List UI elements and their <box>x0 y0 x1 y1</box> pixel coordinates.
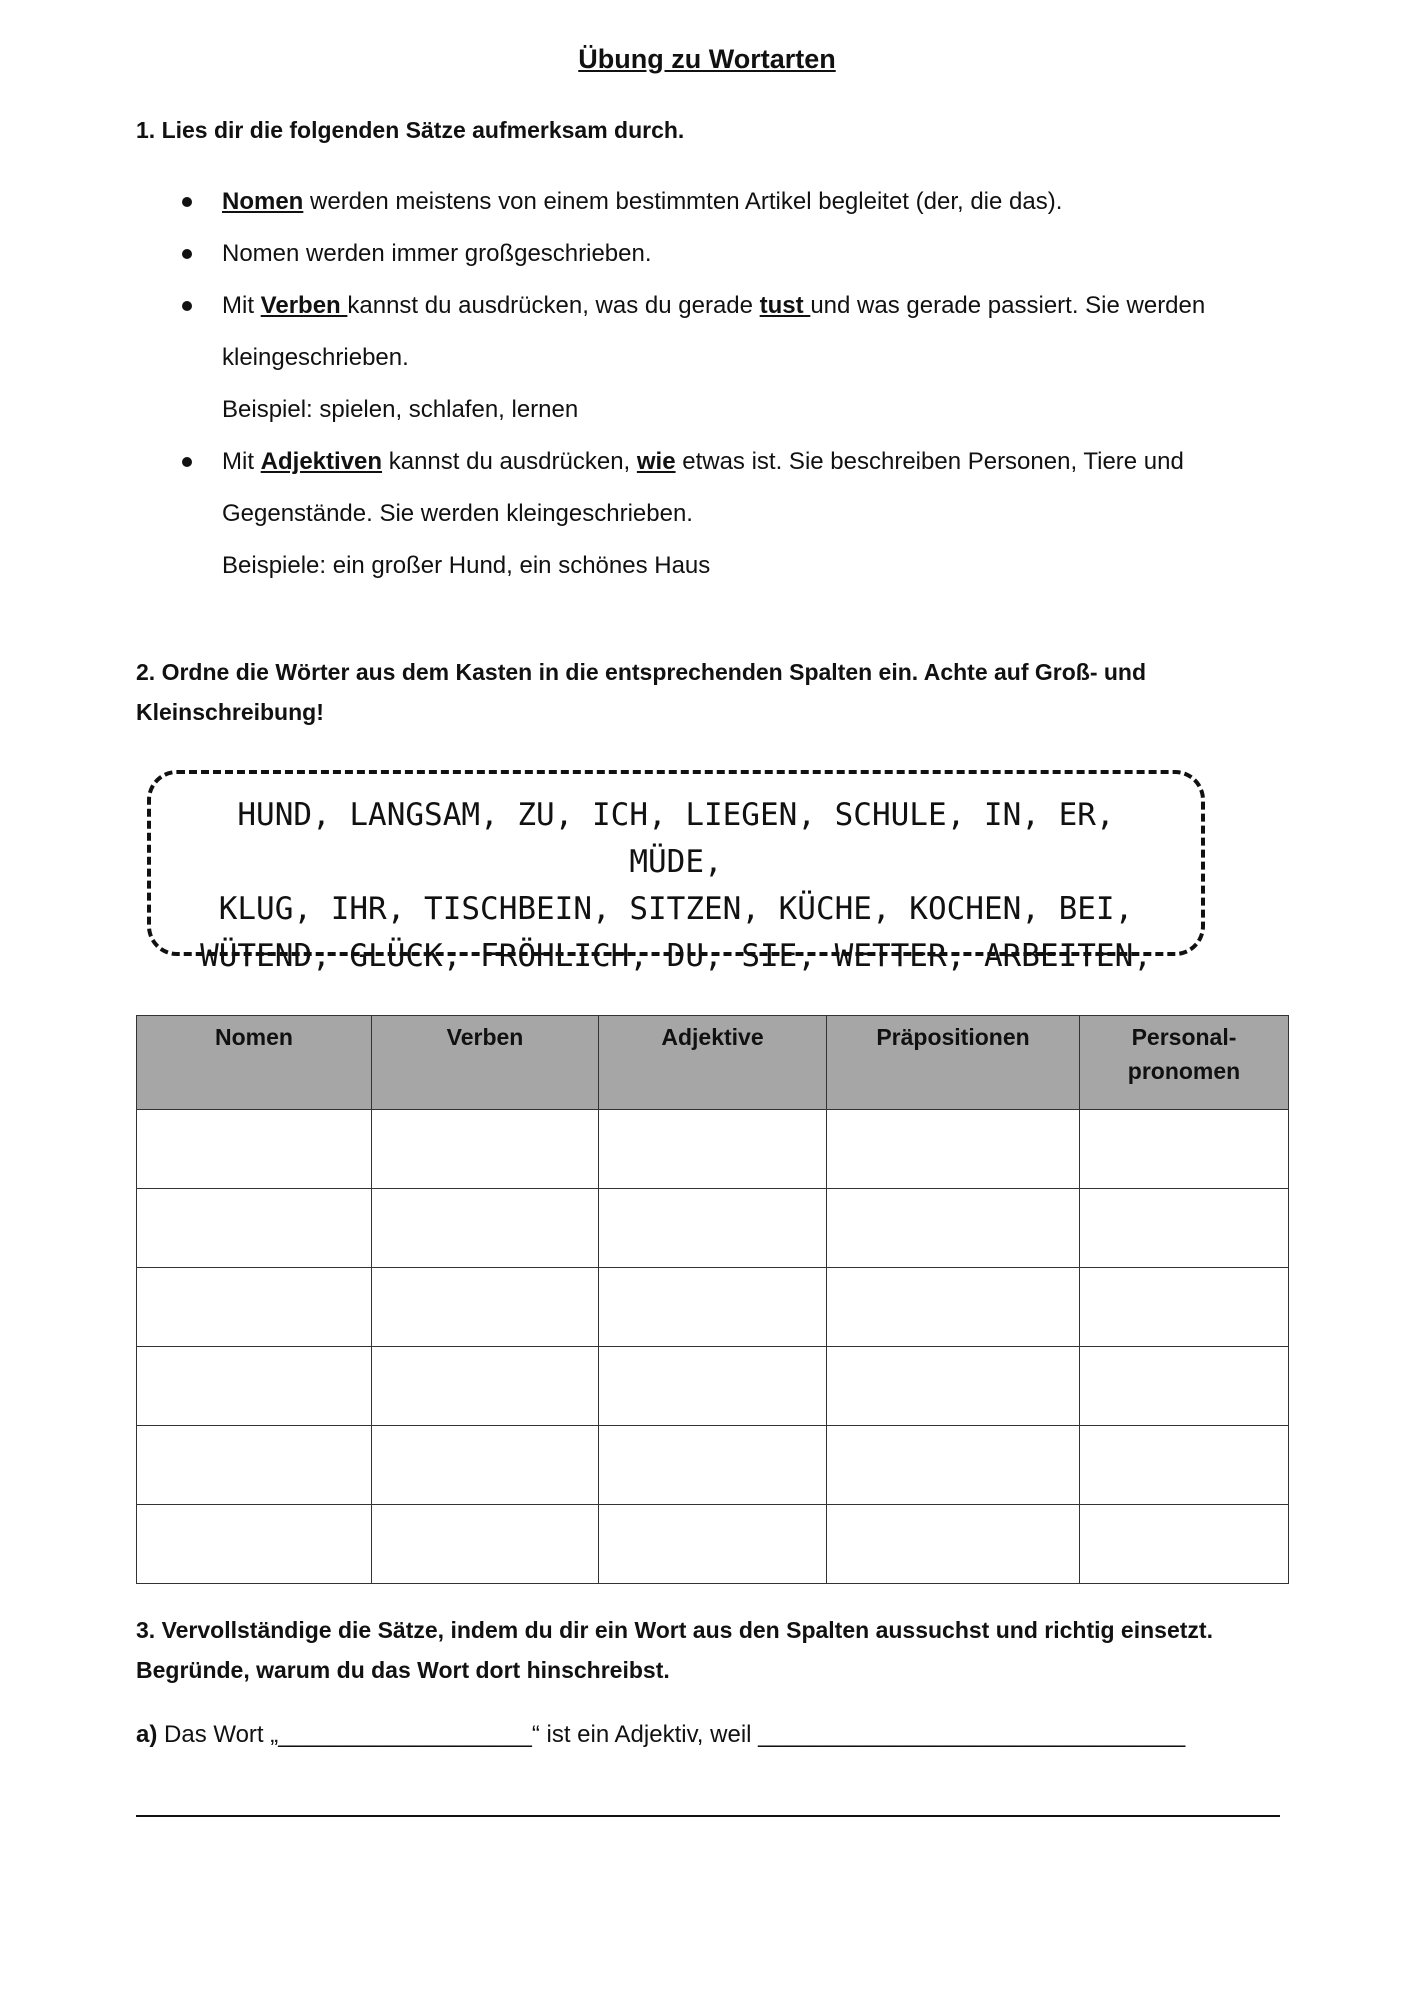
answer-cell[interactable] <box>372 1347 599 1426</box>
answer-cell[interactable] <box>599 1268 827 1347</box>
answer-cell[interactable] <box>372 1426 599 1505</box>
word-box <box>147 770 1205 974</box>
answer-cell[interactable] <box>137 1189 372 1268</box>
word-line: WÜTEND, GLÜCK, FRÖHLICH, DU, SIE, WETTER, ARBEITEN, <box>200 938 1152 974</box>
word-line: HUND, LANGSAM, ZU, ICH, LIEGEN, SCHULE, IN, ER, MÜDE, <box>237 797 1115 880</box>
list-item <box>136 280 1286 436</box>
list-item <box>136 228 1286 280</box>
table-header-row <box>137 1016 1289 1110</box>
word-list <box>191 792 1161 980</box>
answer-cell[interactable] <box>827 1110 1080 1189</box>
bullet-text: kannst du ausdrücken, was du gerade <box>347 292 760 319</box>
bullet-text: Mit <box>222 292 261 319</box>
worksheet-title: Übung zu Wortarten <box>578 44 836 74</box>
answer-cell[interactable] <box>137 1110 372 1189</box>
bullet-icon <box>182 457 192 467</box>
answer-cell[interactable] <box>599 1505 827 1584</box>
sorting-table <box>136 1015 1289 1584</box>
term-nomen: Nomen <box>222 188 304 215</box>
answer-cell[interactable] <box>372 1189 599 1268</box>
answer-cell[interactable] <box>1080 1268 1289 1347</box>
table-row <box>137 1426 1289 1505</box>
answer-cell[interactable] <box>1080 1189 1289 1268</box>
column-header: Verben <box>372 1016 599 1110</box>
answer-cell[interactable] <box>827 1426 1080 1505</box>
word-line: KLUG, IHR, TISCHBEIN, SITZEN, KÜCHE, KOCHEN, BEI, <box>218 891 1134 927</box>
bullet-text: Nomen werden immer großgeschrieben. <box>222 240 652 267</box>
answer-cell[interactable] <box>599 1347 827 1426</box>
answer-cell[interactable] <box>1080 1426 1289 1505</box>
answer-cell[interactable] <box>137 1268 372 1347</box>
exercise-a <box>136 1715 1286 1755</box>
bullet-text: werden meistens von einem bestimmten Artikel begleitet (der, die das). <box>303 188 1063 215</box>
table-row <box>137 1110 1289 1189</box>
answer-cell[interactable] <box>827 1505 1080 1584</box>
answer-cell[interactable] <box>827 1189 1080 1268</box>
term-adjektiven: Adjektiven <box>260 448 383 475</box>
answer-cell[interactable] <box>827 1268 1080 1347</box>
list-item <box>136 436 1286 592</box>
bullet-text: kannst du ausdrücken, <box>382 448 637 475</box>
column-header: Adjektive <box>599 1016 827 1110</box>
bullet-text: und was gerade passiert. Sie werden <box>810 292 1206 319</box>
column-header: Präpositionen <box>827 1016 1080 1110</box>
column-header: Personal- pronomen <box>1080 1016 1289 1110</box>
bullet-text: etwas ist. Sie beschreiben Personen, Tiere und <box>675 448 1184 475</box>
term-verben: Verben <box>260 292 348 319</box>
table-row <box>137 1189 1289 1268</box>
answer-cell[interactable] <box>827 1347 1080 1426</box>
answer-cell[interactable] <box>137 1505 372 1584</box>
exercise-a-label: a) <box>136 1721 158 1748</box>
answer-cell[interactable] <box>372 1505 599 1584</box>
answer-cell[interactable] <box>599 1110 827 1189</box>
answer-cell[interactable] <box>1080 1347 1289 1426</box>
answer-cell[interactable] <box>137 1347 372 1426</box>
answer-cell[interactable] <box>599 1189 827 1268</box>
table-row <box>137 1268 1289 1347</box>
bullet-continuation: Gegenstände. Sie werden kleingeschrieben. <box>222 500 693 527</box>
answer-cell[interactable] <box>1080 1110 1289 1189</box>
example-text: Beispiele: ein großer Hund, ein schönes Haus <box>222 552 711 579</box>
table-row <box>137 1505 1289 1584</box>
exercise-a-text[interactable]: Das Wort „___________________“ ist ein Adjektiv, weil ________________________________ <box>157 1721 1186 1748</box>
answer-cell[interactable] <box>137 1426 372 1505</box>
task1-heading: 1. Lies dir die folgenden Sätze aufmerksam durch. <box>136 117 685 143</box>
example-text: Beispiel: spielen, schlafen, lernen <box>222 396 579 423</box>
bullet-icon <box>182 249 192 259</box>
term-tust: tust <box>759 292 811 319</box>
answer-cell[interactable] <box>599 1426 827 1505</box>
table-row <box>137 1347 1289 1426</box>
answer-cell[interactable] <box>1080 1505 1289 1584</box>
bullet-icon <box>182 197 192 207</box>
answer-cell[interactable] <box>372 1268 599 1347</box>
column-header: Nomen <box>137 1016 372 1110</box>
answer-cell[interactable] <box>372 1110 599 1189</box>
task2-heading: 2. Ordne die Wörter aus dem Kasten in die entsprechenden Spalten ein. Achte auf Groß- und Kleinschreibung! <box>136 659 1147 725</box>
answer-line[interactable] <box>136 1815 1280 1817</box>
list-item <box>136 176 1286 228</box>
bullet-continuation: kleingeschrieben. <box>222 344 409 371</box>
bullet-icon <box>182 301 192 311</box>
bullet-text: Mit <box>222 448 261 475</box>
task3-heading: 3. Vervollständige die Sätze, indem du dir ein Wort aus den Spalten aussuchst und richtig einsetzt. Begründe, warum du das Wort dort hinschreibst. <box>136 1617 1213 1683</box>
term-wie: wie <box>636 448 676 475</box>
rules-list <box>136 176 1286 592</box>
